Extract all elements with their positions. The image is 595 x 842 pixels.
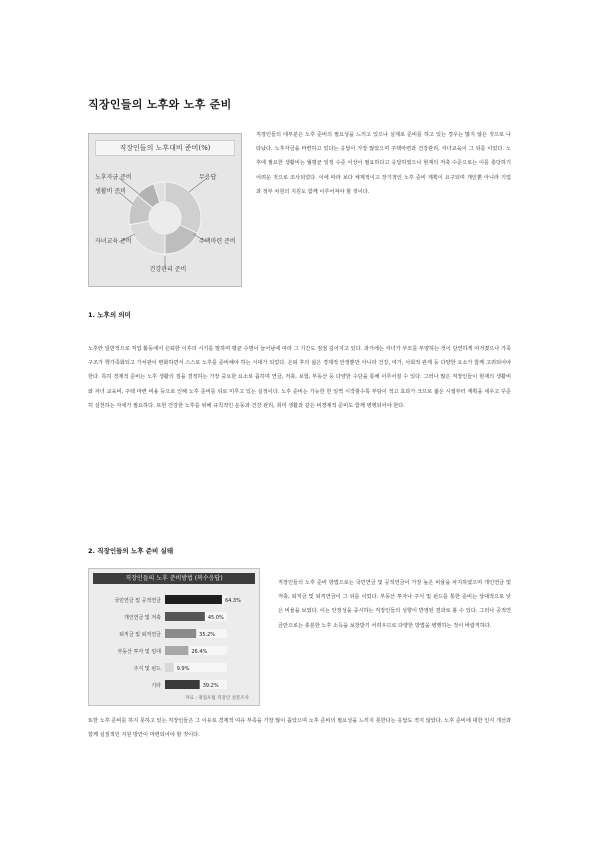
paragraph-section-2-continued: 또한 노후 준비를 하지 못하고 있는 직장인들은 그 이유로 경제적 여유 부족을 가장 많이 꼽았으며 노후 준비의 필요성을 느끼지 못한다는 응답도 적지 않았다. 노후 준비에 대한 인식 개선과 함께 실질적인 지원 방안이 마련되어야 할 것이다. <box>88 718 511 739</box>
donut-label-right: 주택마련 준비 <box>199 238 236 245</box>
bar-chart-figure <box>88 568 260 706</box>
bar-value-0: 64.3% <box>224 598 241 604</box>
bar-value-3: 26.4% <box>191 649 208 655</box>
bar-0 <box>165 595 222 604</box>
donut-label-top-left: 노후자금 준비 <box>95 174 132 181</box>
donut-chart-figure <box>88 133 242 287</box>
donut-label-top-right: 무응답 <box>199 174 217 181</box>
bar-4 <box>165 663 174 672</box>
bar-chart <box>89 569 259 705</box>
bar-chart-source: 자료 : 취업포털 직장인 설문조사 <box>185 696 249 701</box>
donut-label-bottom: 건강관리 준비 <box>149 266 187 273</box>
bar-1 <box>165 612 205 621</box>
bar-value-2: 35.2% <box>199 632 216 638</box>
paragraph-section-1: 노후란 일반적으로 직업 활동에서 은퇴한 이후의 시기를 말하며 평균 수명이 늘어남에 따라 그 기간도 점점 길어지고 있다. 과거에는 자녀가 부모를 부양하는 것이 당연하게 여겨졌으나 가족 구조가 핵가족화되고 가치관이 변화하면서 스스로 노후를 준비해야 하는 시대가 되었다. 은퇴 후의 삶은 경제적 안정뿐만 아니라 건강, 여가, 사회적 관계 등 다양한 요소가 함께 고려되어야 한다. 특히 경제적 준비는 노후 생활의 질을 결정하는 가장 중요한 요소로 꼽히며 연금, 저축, 보험, 부동산 등 다양한 수단을 통해 이루어질 수 있다. 그러나 많은 직장인들이 현재의 생활비와 자녀 교육비, 주택 마련 비용 등으로 인해 노후 준비를 뒤로 미루고 있는 실정이다. 노후 준비는 가능한 한 일찍 시작할수록 부담이 적고 효과가 크므로 젊은 시절부터 계획을 세우고 꾸준히 실천하는 자세가 필요하다. 또한 건강한 노후를 위해 규칙적인 운동과 건강 관리, 취미 생활과 같은 비경제적 준비도 함께 병행되어야 한다. <box>88 346 511 409</box>
page-title: 직장인들의 노후와 노후 준비 <box>88 98 232 111</box>
bar-value-1: 45.0% <box>207 615 224 621</box>
bar-chart-title: 직장인들의 노후 준비방법 (복수응답) <box>93 573 255 584</box>
bar-label-3: 부동산 투자 및 임대 <box>117 649 161 655</box>
bar-label-0: 국민연금 및 공적연금 <box>114 598 161 604</box>
bar-2 <box>165 629 196 638</box>
donut-label-left: 자녀교육 준비 <box>95 238 132 245</box>
bar-value-4: 9.9% <box>176 666 190 672</box>
section-heading-1: 1. 노후의 의미 <box>88 311 131 319</box>
bar-track-4 <box>165 663 227 672</box>
bar-5 <box>165 680 200 689</box>
bar-value-5: 39.2% <box>202 683 219 689</box>
donut-hole <box>150 203 180 233</box>
donut-chart-title: 직장인들의 노후대비 준비(%) <box>95 140 235 156</box>
paragraph-section-2: 직장인들의 노후 준비 방법으로는 국민연금 및 공적연금이 가장 높은 비율을 차지하였으며 개인연금 및 저축, 퇴직금 및 퇴직연금이 그 뒤를 이었다. 부동산 투자나 주식 및 펀드를 통한 준비는 상대적으로 낮은 비율을 보였다. 이는 안정성을 중시하는 직장인들의 성향이 반영된 결과로 볼 수 있다. 그러나 공적연금만으로는 충분한 노후 소득을 보장받기 어려우므로 다양한 방법을 병행하는 것이 바람직하다. <box>278 580 511 629</box>
bar-label-5: 기타 <box>151 683 161 689</box>
section-heading-2: 2. 직장인들의 노후 준비 실태 <box>88 547 174 555</box>
bar-label-4: 주식 및 펀드 <box>133 666 161 672</box>
bar-label-1: 개인연금 및 저축 <box>124 615 161 621</box>
donut-label-mid-left: 생활비 준비 <box>95 188 126 195</box>
bar-label-2: 퇴직금 및 퇴직연금 <box>119 632 161 638</box>
paragraph-intro: 직장인들의 대부분은 노후 준비의 필요성을 느끼고 있으나 실제로 준비를 하고 있는 경우는 많지 않은 것으로 나타났다. 노후자금을 마련하고 있다는 응답이 가장 많았으며 주택마련과 건강관리, 자녀교육이 그 뒤를 이었다. 노후에 필요한 생활비는 월평균 일정 수준 이상이 필요하다고 응답하였으나 현재의 저축 수준으로는 이를 충당하기 어려운 것으로 조사되었다. 이에 따라 보다 체계적이고 장기적인 노후 준비 계획이 요구되며 개인뿐 아니라 기업과 정부 차원의 지원도 함께 이루어져야 할 것이다. <box>256 132 511 195</box>
bar-3 <box>165 646 188 655</box>
donut-chart <box>89 134 241 286</box>
